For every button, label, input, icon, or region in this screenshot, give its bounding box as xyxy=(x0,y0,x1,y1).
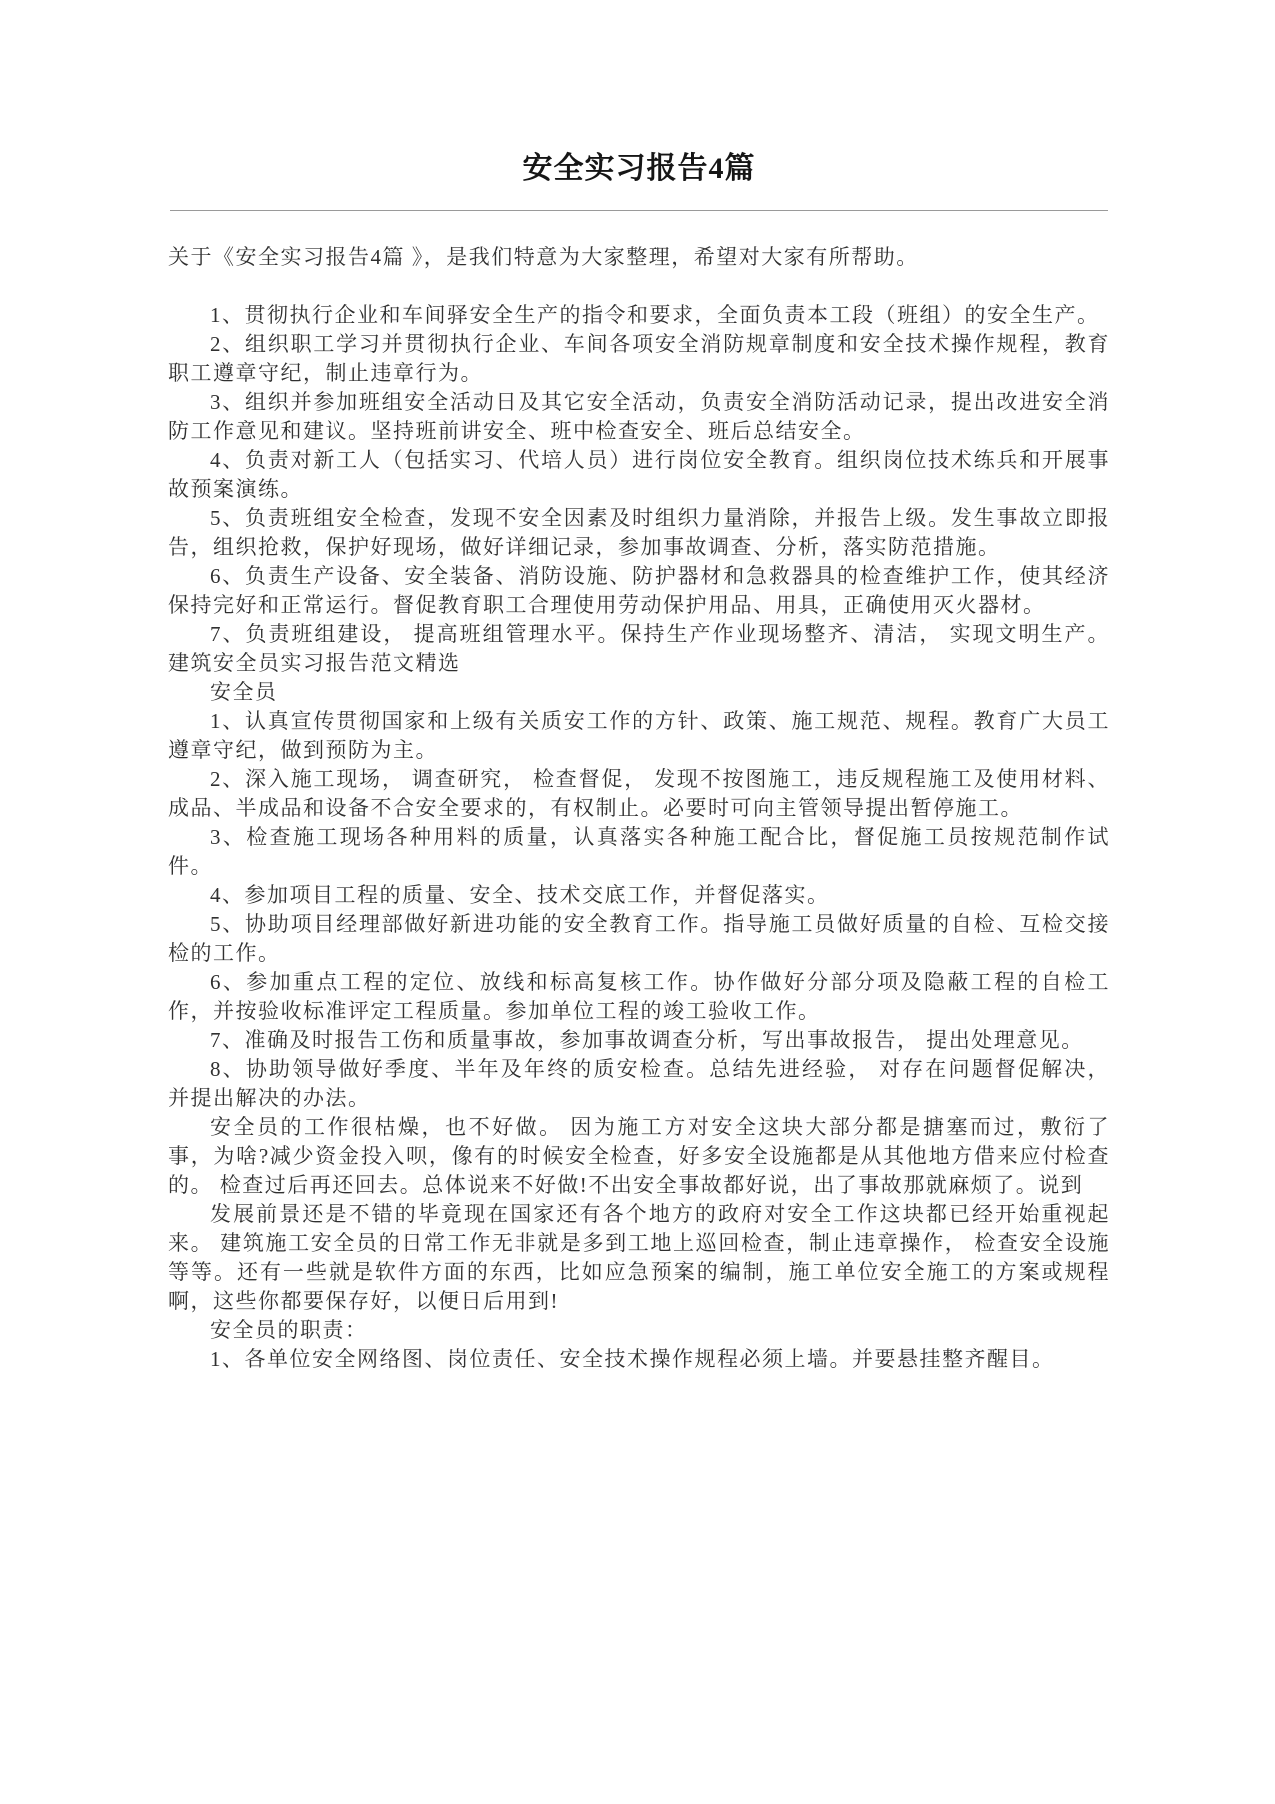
paragraph: 7、准确及时报告工伤和质量事故，参加事故调查分析，写出事故报告， 提出处理意见。 xyxy=(210,1028,1084,1052)
document-title: 安全实习报告4篇 xyxy=(522,152,756,185)
paragraph: 关于《安全实习报告4篇 》，是我们特意为大家整理，希望对大家有所帮助。 xyxy=(168,245,919,269)
paragraph: 安全员 xyxy=(210,680,278,704)
paragraph: 1、认真宣传贯彻国家和上级有关质安工作的方针、政策、施工规范、规程。教育广大员工遵章守纪，做到预防为主。 xyxy=(168,709,1110,762)
paragraph: 7、负责班组建设， 提高班组管理水平。保持生产作业现场整齐、清洁， 实现文明生产。建筑安全员实习报告范文精选 xyxy=(168,622,1110,675)
paragraph: 4、负责对新工人（包括实习、代培人员）进行岗位安全教育。组织岗位技术练兵和开展事故预案演练。 xyxy=(168,448,1110,501)
paragraph: 2、组织职工学习并贯彻执行企业、车间各项安全消防规章制度和安全技术操作规程，教育职工遵章守纪，制止违章行为。 xyxy=(168,332,1110,385)
paragraph: 8、协助领导做好季度、半年及年终的质安检查。总结先进经验， 对存在问题督促解决， 并提出解决的办法。 xyxy=(168,1057,1110,1110)
paragraph: 2、深入施工现场， 调查研究， 检查督促， 发现不按图施工，违反规程施工及使用材料、成品、半成品和设备不合安全要求的，有权制止。必要时可向主管领导提出暂停施工。 xyxy=(168,767,1110,820)
paragraph: 5、协助项目经理部做好新进功能的安全教育工作。指导施工员做好质量的自检、互检交接检的工作。 xyxy=(168,912,1110,965)
title-divider xyxy=(170,210,1108,211)
paragraph: 6、负责生产设备、安全装备、消防设施、防护器材和急救器具的检查维护工作，使其经济保持完好和正常运行。督促教育职工合理使用劳动保护用品、用具，正确使用灭火器材。 xyxy=(168,564,1110,617)
paragraph: 6、参加重点工程的定位、放线和标高复核工作。协作做好分部分项及隐蔽工程的自检工作，并按验收标准评定工程质量。参加单位工程的竣工验收工作。 xyxy=(168,970,1110,1023)
paragraph: 3、组织并参加班组安全活动日及其它安全活动，负责安全消防活动记录，提出改进安全消防工作意见和建议。坚持班前讲安全、班中检查安全、班后总结安全。 xyxy=(168,390,1110,443)
document-body xyxy=(168,243,1110,1374)
paragraph: 4、参加项目工程的质量、安全、技术交底工作，并督促落实。 xyxy=(210,883,830,907)
paragraph: 5、负责班组安全检查，发现不安全因素及时组织力量消除，并报告上级。发生事故立即报告，组织抢救，保护好现场，做好详细记录，参加事故调查、分析，落实防范措施。 xyxy=(168,506,1110,559)
paragraph: 安全员的工作很枯燥，也不好做。 因为施工方对安全这块大部分都是搪塞而过，敷衍了事，为啥?减少资金投入呗，像有的时候安全检查，好多安全设施都是从其他地方借来应付检查的。 检查过后再还回去。总体说来不好做!不出安全事故都好说，出了事故那就麻烦了。说到 xyxy=(168,1115,1110,1197)
paragraph: 安全员的职责： xyxy=(210,1318,368,1342)
paragraph: 发展前景还是不错的毕竟现在国家还有各个地方的政府对安全工作这块都已经开始重视起来。 建筑施工安全员的日常工作无非就是多到工地上巡回检查，制止违章操作， 检查安全设施等等。还有一些就是软件方面的东西，比如应急预案的编制，施工单位安全施工的方案或规程啊，这些你都要保存好，以便日后用到! xyxy=(168,1202,1110,1313)
paragraph: 3、检查施工现场各种用料的质量，认真落实各种施工配合比，督促施工员按规范制作试件。 xyxy=(168,825,1110,878)
paragraph: 1、各单位安全网络图、岗位责任、安全技术操作规程必须上墙。并要悬挂整齐醒目。 xyxy=(210,1347,1055,1371)
paragraph: 1、贯彻执行企业和车间驿安全生产的指令和要求，全面负责本工段（班组）的安全生产。 xyxy=(210,303,1100,327)
